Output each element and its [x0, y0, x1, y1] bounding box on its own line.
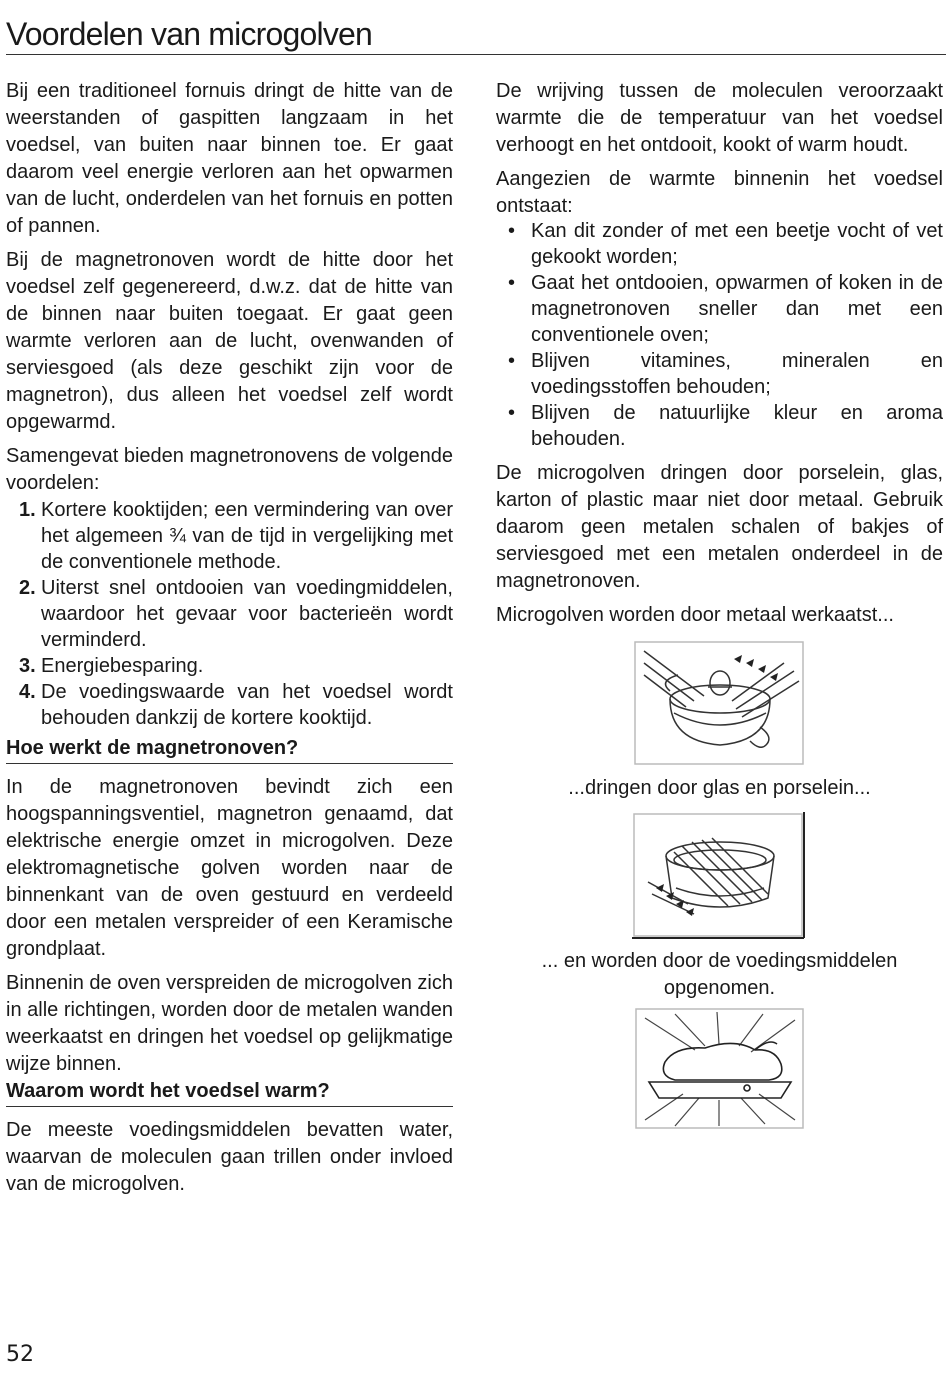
benefits-list [496, 218, 943, 452]
list-number: 1. [19, 499, 36, 521]
right-column [496, 78, 943, 1130]
list-text: Blijven de natuurlijke kleur en aroma behouden. [531, 402, 943, 450]
paragraph: Microgolven worden door metaal werkaatst... [496, 604, 894, 626]
list-number: 2. [19, 577, 36, 599]
page-number: 52 [6, 1342, 34, 1367]
list-text: De voedingswaarde van het voedsel wordt behouden dankzij de kortere kooktijd. [41, 681, 453, 729]
section-heading: Waarom wordt het voedsel warm? [6, 1078, 453, 1107]
list-item [496, 270, 943, 348]
bullet: • [508, 350, 516, 372]
pot-reflection-illustration [634, 641, 806, 767]
paragraph: De meeste voedingsmiddelen bevatten water, waarvan de moleculen gaan trillen onder invloed van de microgolven. [6, 1119, 453, 1195]
advantages-list [6, 497, 453, 731]
list-item [6, 653, 453, 679]
left-column [6, 78, 453, 1205]
list-number: 4. [19, 681, 36, 703]
section-heading: Hoe werkt de magnetronoven? [6, 735, 453, 764]
list-item [6, 575, 453, 653]
paragraph: De wrijving tussen de moleculen veroorzaakt warmte die de temperatuur van het voedsel verhoogt en het ontdooit, kookt of warm houdt. [496, 80, 943, 156]
paragraph: In de magnetronoven bevindt zich een hoogspanningsventiel, magnetron genaamd, dat elektrische energie omzet in microgolven. Deze elektromagnetische golven worden naar de binnenkant van de oven gestuurd en verdeeld door een metalen verspreider of een Keramische grondplaat. [6, 776, 453, 960]
list-item [496, 218, 943, 270]
paragraph: Binnenin de oven verspreiden de microgolven zich in alle richtingen, worden door de metalen wanden weerkaatst en dringen het voedsel op gelijkmatige wijze binnen. [6, 972, 453, 1075]
list-item [6, 679, 453, 731]
paragraph: Aangezien de warmte binnenin het voedsel ontstaat: [496, 168, 943, 217]
paragraph: Bij de magnetronoven wordt de hitte door het voedsel zelf gegenereerd, d.w.z. dat de hitte van de binnen naar buiten toegaat. Er gaat geen warmte verloren aan de lucht, ovenwanden of serviesgoed (als deze geschikt zijn voor de magnetron), dus alleen het voedsel zelf wordt opgewarmd. [6, 249, 453, 433]
paragraph: De microgolven dringen door porselein, glas, karton of plastic maar niet door metaal. Gebruik daarom geen metalen schalen of bakjes of serviesgoed met een metalen onderdeel in de magnetronoven. [496, 462, 943, 592]
list-number: 3. [19, 655, 36, 677]
paragraph: Bij een traditioneel fornuis dringt de hitte van de weerstanden of gaspitten langzaam in het voedsel, van buiten naar binnen toe. Er gaat daarom veel energie verloren aan het opwarmen van de lucht, onderdelen van het fornuis en potten of pannen. [6, 80, 453, 237]
figure-caption: ...dringen door glas en porselein... [568, 777, 871, 799]
list-item [6, 497, 453, 575]
figure-caption: ... en worden door de voedingsmiddelen opgenomen. [541, 950, 898, 999]
glass-dish-illustration [632, 812, 808, 940]
list-item [496, 348, 943, 400]
list-text: Kortere kooktijden; een vermindering van over het algemeen ¾ van de tijd in vergelijking met de conventionele methode. [41, 499, 453, 573]
bullet: • [508, 272, 516, 294]
paragraph: Samengevat bieden magnetronovens de volgende voordelen: [6, 445, 453, 494]
food-absorption-illustration [635, 1008, 805, 1130]
list-text: Blijven vitamines, mineralen en voedingsstoffen behouden; [531, 350, 943, 398]
list-text: Energiebesparing. [41, 655, 204, 677]
list-text: Uiterst snel ontdooien van voedingmiddelen, waardoor het gevaar voor bacterieën wordt verminderd. [41, 577, 453, 651]
list-item [496, 400, 943, 452]
bullet: • [508, 220, 516, 242]
bullet: • [508, 402, 516, 424]
list-text: Gaat het ontdooien, opwarmen of koken in de magnetronoven sneller dan met een conventionele oven; [531, 272, 943, 346]
list-text: Kan dit zonder of met een beetje vocht of vet gekookt worden; [531, 220, 943, 268]
page-title: Voordelen van microgolven [6, 14, 946, 55]
